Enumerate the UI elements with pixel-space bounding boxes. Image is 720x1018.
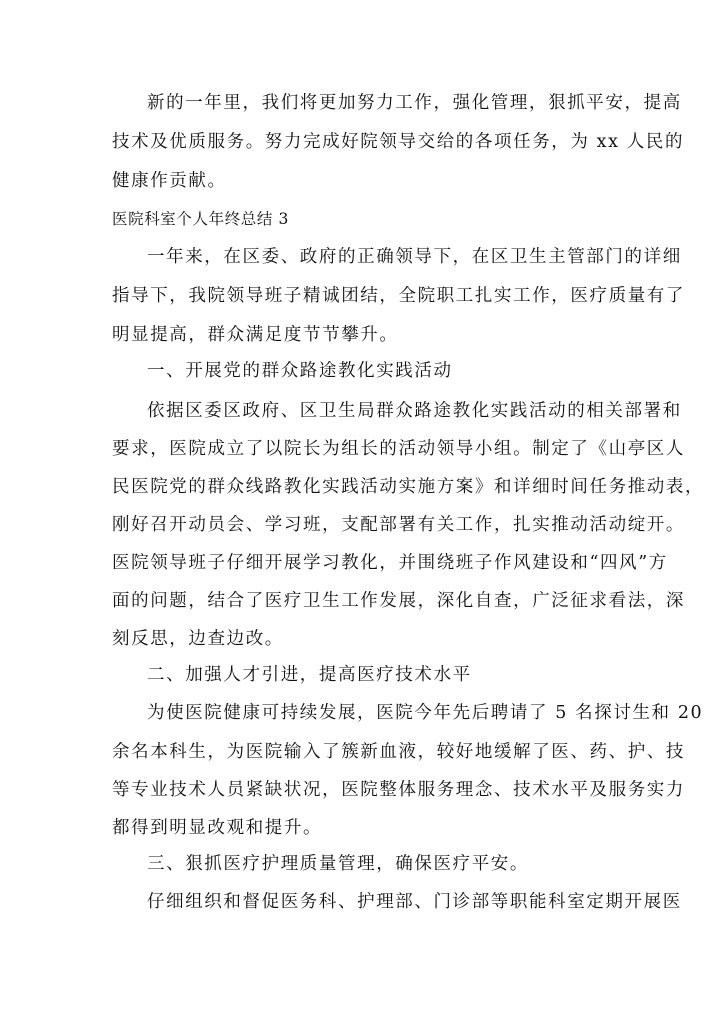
section-1-line-3: 民医院党的群众线路教化实践活动实施方案》和详细时间任务推动表，	[112, 477, 705, 497]
section-heading: 医院科室个人年终总结 3	[112, 210, 289, 228]
intro-line-2: 技术及优质服务。努力完成好院领导交给的各项任务，为 xx 人民的	[112, 132, 685, 152]
paragraph-1-line-2: 指导下，我院领导班子精诚团结，全院职工扎实工作，医疗质量有了	[112, 286, 685, 306]
section-2-title: 二、加强人才引进，提高医疗技术水平	[147, 665, 472, 685]
section-1-line-4: 刚好召开动员会、学习班，支配部署有关工作，扎实推动活动绽开。	[112, 515, 685, 535]
section-1-line-1: 依据区委区政府、区卫生局群众路途教化实践活动的相关部署和	[147, 401, 682, 421]
section-1-line-2: 要求，医院成立了以院长为组长的活动领导小组。制定了《山亭区人	[112, 439, 685, 459]
section-1-line-7: 刻反思，边查边改。	[112, 629, 284, 649]
paragraph-1-line-3: 明显提高，群众满足度节节攀升。	[112, 325, 399, 345]
section-2-line-3: 等专业技术人员紧缺状况，医院整体服务理念、技术水平及服务实力	[112, 780, 685, 800]
section-3-line-1: 仔细组织和督促医务科、护理部、门诊部等职能科室定期开展医	[147, 892, 682, 912]
section-2-line-2: 余名本科生，为医院输入了簇新血液，较好地缓解了医、药、护、技	[112, 742, 685, 762]
section-2-line-4: 都得到明显改观和提升。	[112, 818, 323, 838]
intro-line-1: 新的一年里，我们将更加努力工作，强化管理，狠抓平安，提高	[147, 93, 682, 113]
section-1-line-5: 医院领导班子仔细开展学习教化，并围绕班子作风建设和“四风”方	[112, 553, 668, 573]
section-3-title: 三、狠抓医疗护理质量管理，确保医疗平安。	[147, 854, 529, 874]
paragraph-1-line-1: 一年来，在区委、政府的正确领导下，在区卫生主管部门的详细	[147, 247, 682, 267]
section-1-title: 一、开展党的群众路途教化实践活动	[147, 361, 453, 381]
intro-line-3: 健康作贡献。	[112, 171, 227, 191]
section-2-line-1: 为使医院健康可持续发展，医院今年先后聘请了 5 名探讨生和 20	[147, 703, 704, 723]
section-1-line-6: 面的问题，结合了医疗卫生工作发展，深化自查，广泛征求看法，深	[112, 591, 685, 611]
